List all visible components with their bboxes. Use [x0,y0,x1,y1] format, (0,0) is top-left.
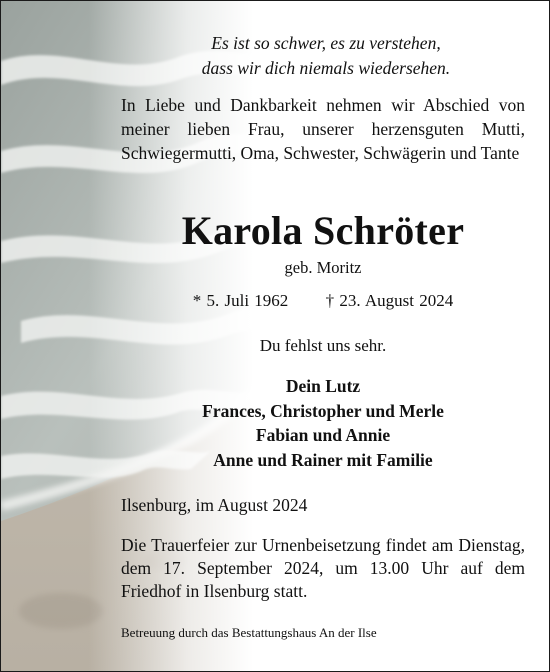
death-date: † 23. August 2024 [325,291,454,310]
closing-line: Du fehlst uns sehr. [259,336,387,355]
maiden-name: geb. Moritz [284,258,362,277]
motto-line-2: dass wir dich niemals wiedersehen. [201,58,451,78]
birth-date: * 5. Juli 1962 [192,291,289,310]
mourner-line: Fabian und Annie [255,425,391,445]
mourner-line: Frances, Christopher und Merle [202,400,444,421]
undertaker-credit: Betreuung durch das Bestattungshaus An der Ilse [121,625,377,640]
intro-text: In Liebe und Dankbarkeit nehmen wir Abschied von meiner lieben Frau, unserer herzensguten Mutti, Schwiegermutti, Oma, Schwester, Schwägerin und Tante [121,95,525,163]
mourner-line: Dein Lutz [285,376,361,396]
obituary-text [1,1,549,671]
motto-verse [151,31,501,81]
life-dates [121,290,525,312]
funeral-notice: Die Trauerfeier zur Urnenbeisetzung findet am Dienstag, dem 17. September 2024, um 13.00 Uhr auf dem Friedhof in Ilsenburg statt. [121,535,525,601]
deceased-name: Karola Schröter [181,208,465,253]
mourner-line: Anne und Rainer mit Familie [213,449,433,470]
mourners-list [121,374,525,472]
place-and-date: Ilsenburg, im August 2024 [121,495,308,515]
motto-line-1: Es ist so schwer, es zu verstehen, [211,33,441,53]
